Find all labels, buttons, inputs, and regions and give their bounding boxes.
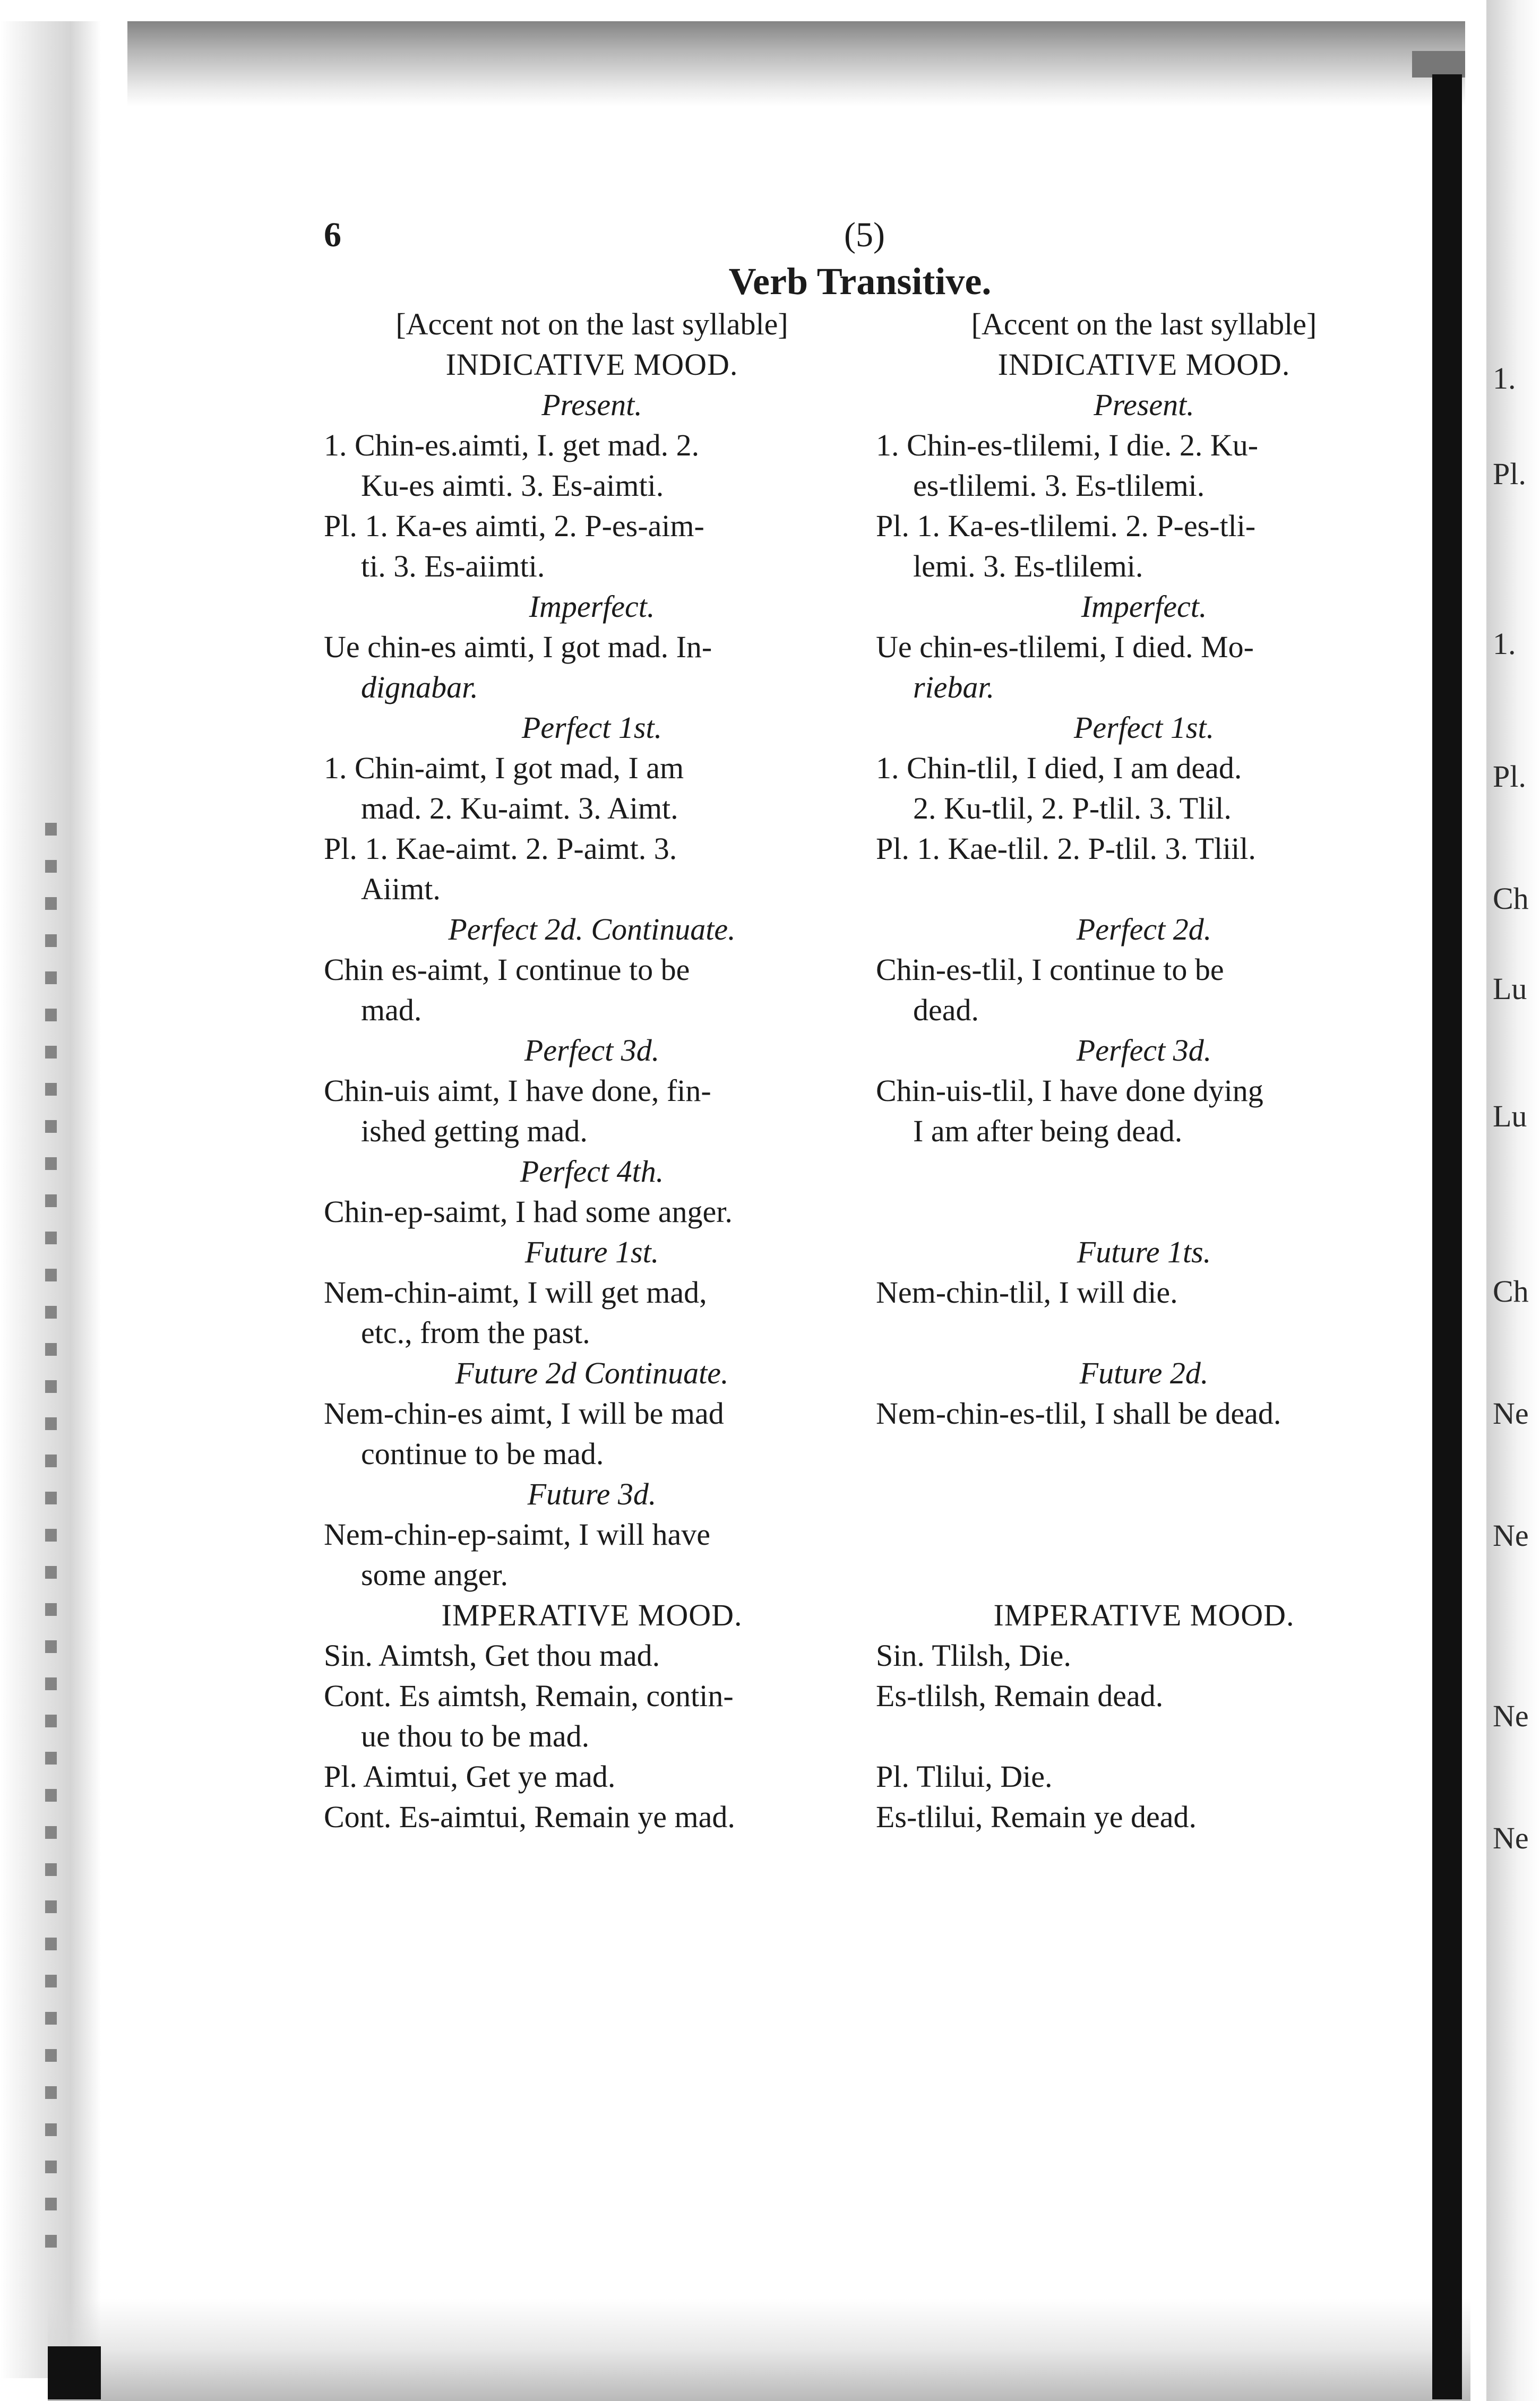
facing-page-fragment: Ne bbox=[1493, 1699, 1529, 1733]
left-column-line: IMPERATIVE MOOD. bbox=[441, 1598, 743, 1632]
left-column-line: ue thou to be mad. bbox=[361, 1719, 590, 1753]
left-column-line: Pl. Aimtui, Get ye mad. bbox=[324, 1759, 616, 1794]
right-column-line: Pl. 1. Ka-es-tlilemi. 2. P-es-tli- bbox=[876, 509, 1256, 543]
left-column-line: Nem-chin-ep-saimt, I will have bbox=[324, 1517, 710, 1552]
scan-edge-marks bbox=[45, 823, 57, 2256]
left-column-line: Chin es-aimt, I continue to be bbox=[324, 952, 690, 987]
left-column-line: ished getting mad. bbox=[361, 1114, 588, 1148]
right-column-line: Future 2d. bbox=[1079, 1356, 1209, 1390]
facing-page-fragment: 1. bbox=[1493, 626, 1516, 661]
left-column-line: Pl. 1. Ka-es aimti, 2. P-es-aim- bbox=[324, 509, 704, 543]
left-column-line: Present. bbox=[541, 388, 642, 422]
left-column bbox=[324, 304, 860, 1837]
left-column-line: Cont. Es aimtsh, Remain, contin- bbox=[324, 1679, 734, 1713]
left-column-line: Ue chin-es aimti, I got mad. In- bbox=[324, 630, 712, 664]
left-column-line: dignabar. bbox=[361, 670, 478, 704]
right-column-line: riebar. bbox=[913, 670, 995, 704]
left-column-line: Perfect 4th. bbox=[520, 1154, 664, 1189]
left-column-line: INDICATIVE MOOD. bbox=[445, 347, 738, 382]
section-number: (5) bbox=[844, 216, 885, 254]
facing-page-fragment: Ne bbox=[1493, 1396, 1529, 1431]
left-column-line: Chin-ep-saimt, I had some anger. bbox=[324, 1194, 733, 1229]
right-column-line: Future 1ts. bbox=[1077, 1235, 1211, 1269]
left-column-line: Ku-es aimti. 3. Es-aimti. bbox=[361, 468, 664, 503]
right-column-line: Chin-es-tlil, I continue to be bbox=[876, 952, 1224, 987]
right-column-line: Sin. Tlilsh, Die. bbox=[876, 1638, 1071, 1673]
left-column-line: Future 3d. bbox=[527, 1477, 657, 1511]
facing-page-fragment: Ne bbox=[1493, 1518, 1529, 1553]
scan-shadow-bottom bbox=[48, 2299, 1470, 2401]
right-column-line bbox=[876, 1474, 1412, 1514]
left-column-line: Future 2d Continuate. bbox=[455, 1356, 729, 1390]
page-title: Verb Transitive. bbox=[728, 260, 992, 303]
right-column-line: dead. bbox=[913, 993, 979, 1027]
right-column-line: Es-tlilsh, Remain dead. bbox=[876, 1679, 1164, 1713]
left-column-line: Imperfect. bbox=[529, 589, 655, 624]
right-column-line: [Accent on the last syllable] bbox=[971, 307, 1317, 341]
binding-cap bbox=[1412, 51, 1465, 78]
left-column-line: Aiimt. bbox=[361, 872, 441, 906]
left-column-line: 1. Chin-es.aimti, I. get mad. 2. bbox=[324, 428, 700, 462]
scan-shadow-top bbox=[127, 21, 1465, 106]
left-column-line: etc., from the past. bbox=[361, 1315, 590, 1350]
facing-page-fragment: Ne bbox=[1493, 1821, 1529, 1855]
facing-page-fragment: Pl. bbox=[1493, 759, 1526, 794]
right-column-line bbox=[876, 1514, 1412, 1555]
right-column-line: Chin-uis-tlil, I have done dying bbox=[876, 1073, 1263, 1108]
right-column-line: 2. Ku-tlil, 2. P-tlil. 3. Tlil. bbox=[913, 791, 1232, 825]
left-column-line: some anger. bbox=[361, 1557, 509, 1592]
left-column-line: Nem-chin-es aimt, I will be mad bbox=[324, 1396, 724, 1431]
facing-page-fragment: Pl. bbox=[1493, 457, 1526, 491]
right-column-line bbox=[876, 1192, 1412, 1232]
right-column-line bbox=[876, 1434, 1412, 1474]
right-column-line: Present. bbox=[1094, 388, 1194, 422]
right-column-line: Es-tlilui, Remain ye dead. bbox=[876, 1800, 1197, 1834]
page-number: 6 bbox=[324, 216, 341, 254]
left-column-line: Perfect 3d. bbox=[524, 1033, 660, 1068]
right-column-line: IMPERATIVE MOOD. bbox=[993, 1598, 1295, 1632]
right-column-line: I am after being dead. bbox=[913, 1114, 1183, 1148]
left-column-line: [Accent not on the last syllable] bbox=[395, 307, 788, 341]
right-column-line: Nem-chin-tlil, I will die. bbox=[876, 1275, 1178, 1310]
right-column-line: Nem-chin-es-tlil, I shall be dead. bbox=[876, 1396, 1281, 1431]
left-column-line: Future 1st. bbox=[524, 1235, 659, 1269]
right-column-line: Ue chin-es-tlilemi, I died. Mo- bbox=[876, 630, 1254, 664]
facing-page-fragment: Ch bbox=[1493, 881, 1529, 916]
left-column-line: Pl. 1. Kae-aimt. 2. P-aimt. 3. bbox=[324, 831, 677, 866]
right-column-line bbox=[876, 1555, 1412, 1595]
right-column-line bbox=[876, 1716, 1412, 1757]
left-column-line: Perfect 2d. Continuate. bbox=[448, 912, 736, 946]
right-column-line: 1. Chin-es-tlilemi, I die. 2. Ku- bbox=[876, 428, 1259, 462]
left-column-line: Perfect 1st. bbox=[521, 710, 663, 745]
facing-page-fragment: Lu bbox=[1493, 1099, 1527, 1133]
right-column-line: 1. Chin-tlil, I died, I am dead. bbox=[876, 751, 1242, 785]
left-column-line: Sin. Aimtsh, Get thou mad. bbox=[324, 1638, 660, 1673]
facing-page-fragment: Lu bbox=[1493, 971, 1527, 1006]
right-column-line: Imperfect. bbox=[1081, 589, 1207, 624]
right-column-line: Pl. Tlilui, Die. bbox=[876, 1759, 1053, 1794]
binding-spine bbox=[1432, 74, 1462, 2399]
right-column-line: INDICATIVE MOOD. bbox=[997, 347, 1290, 382]
facing-page-edge bbox=[1486, 0, 1540, 2401]
right-column-line: es-tlilemi. 3. Es-tlilemi. bbox=[913, 468, 1205, 503]
left-column-line: Chin-uis aimt, I have done, fin- bbox=[324, 1073, 711, 1108]
left-column-line: 1. Chin-aimt, I got mad, I am bbox=[324, 751, 684, 785]
left-column-line: Cont. Es-aimtui, Remain ye mad. bbox=[324, 1800, 735, 1834]
left-column-line: mad. 2. Ku-aimt. 3. Aimt. bbox=[361, 791, 678, 825]
right-column bbox=[876, 304, 1412, 1837]
right-column-line: lemi. 3. Es-tlilemi. bbox=[913, 549, 1143, 583]
right-column-line: Pl. 1. Kae-tlil. 2. P-tlil. 3. Tliil. bbox=[876, 831, 1256, 866]
right-column-line bbox=[876, 1151, 1412, 1192]
facing-page-fragment: 1. bbox=[1493, 361, 1516, 395]
right-column-line: Perfect 3d. bbox=[1076, 1033, 1212, 1068]
left-column-line: Nem-chin-aimt, I will get mad, bbox=[324, 1275, 707, 1310]
left-column-line: continue to be mad. bbox=[361, 1436, 604, 1471]
facing-page-fragment: Ch bbox=[1493, 1274, 1529, 1309]
right-column-line: Perfect 1st. bbox=[1073, 710, 1215, 745]
left-column-line: ti. 3. Es-aiimti. bbox=[361, 549, 545, 583]
right-column-line bbox=[876, 869, 1412, 909]
left-column-line: mad. bbox=[361, 993, 422, 1027]
scan-corner-mark bbox=[48, 2346, 101, 2399]
right-column-line: Perfect 2d. bbox=[1076, 912, 1212, 946]
right-column-line bbox=[876, 1313, 1412, 1353]
